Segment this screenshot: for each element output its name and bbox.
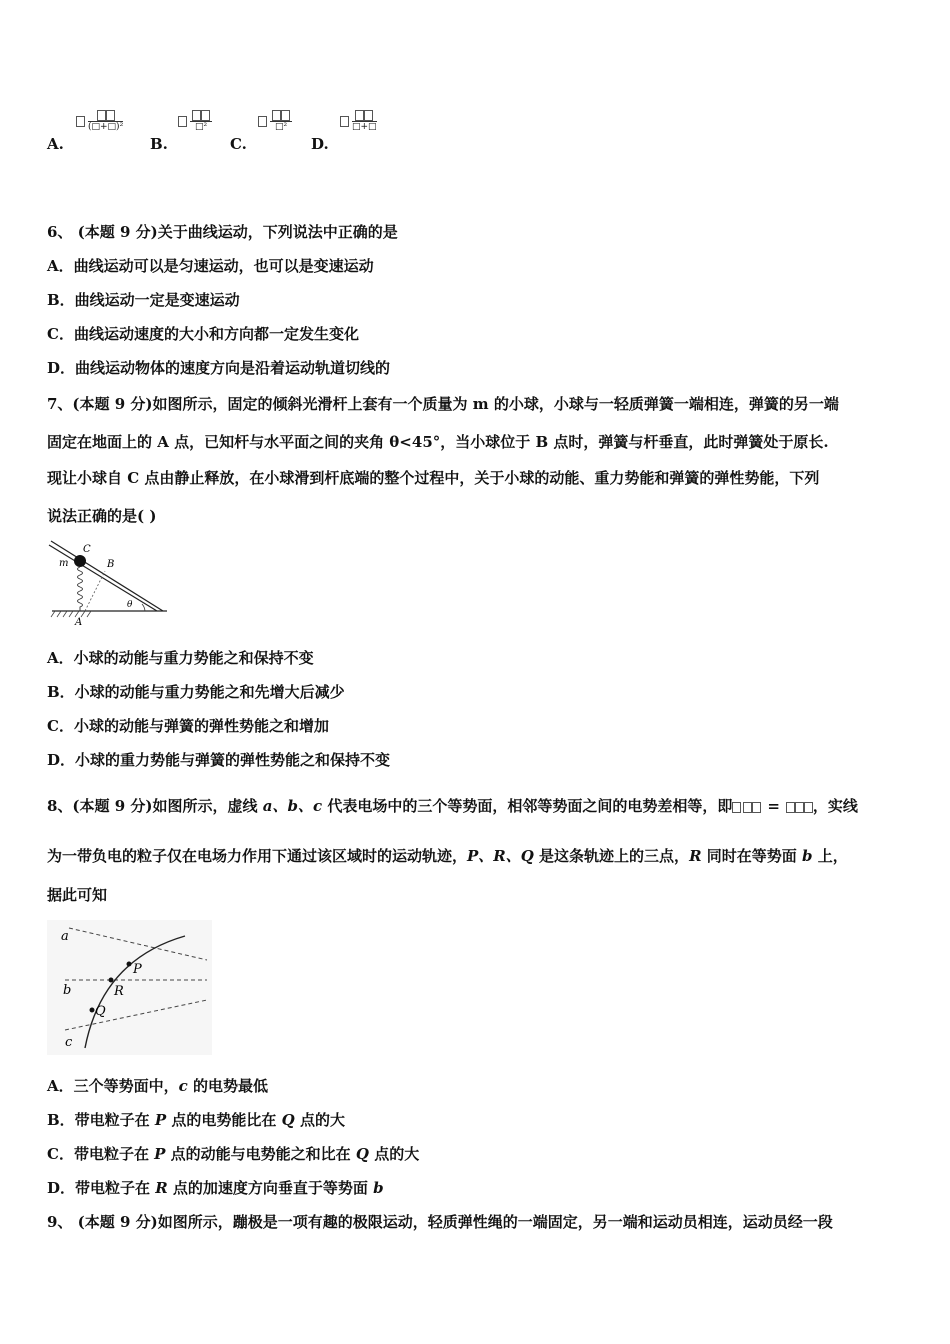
- q7-spring: [78, 567, 83, 611]
- q7-ball: [74, 555, 86, 567]
- q7-figure: [47, 535, 172, 630]
- q6-option-b: B．曲线运动一定是变速运动: [47, 291, 240, 309]
- q6-stem: 6、 (本题 9 分)关于曲线运动，下列说法中正确的是: [47, 223, 398, 241]
- q8-label-a: a: [61, 929, 69, 944]
- q7-option-a: A．小球的动能与重力势能之和保持不变: [47, 649, 314, 667]
- q7-option-d: D．小球的重力势能与弹簧的弹性势能之和保持不变: [47, 751, 391, 769]
- q7-stem-line4: 说法正确的是( ): [47, 507, 157, 525]
- q8-label-b: b: [63, 983, 72, 998]
- q7-rod-line-top: [51, 541, 163, 611]
- q5-option-c-label: C.: [230, 135, 247, 153]
- q7-label-c: C: [83, 544, 91, 555]
- q8-option-d: D．带电粒子在 R 点的加速度方向垂直于等势面 b: [47, 1179, 384, 1197]
- q8-option-b: B．带电粒子在 P 点的电势能比在 Q 点的大: [47, 1111, 345, 1129]
- q6-option-d: D．曲线运动物体的速度方向是沿着运动轨道切线的: [47, 359, 391, 377]
- q5-option-a-formula: (□+□)²: [76, 110, 123, 132]
- q7-stem-line1: 7、(本题 9 分)如图所示，固定的倾斜光滑杆上套有一个质量为 m 的小球，小球与一轻质弹簧一端相连，弹簧的另一端: [47, 395, 839, 413]
- q7-stem-line2: 固定在地面上的 A 点，已知杆与水平面之间的夹角 θ<45°，当小球位于 B 点时，弹簧与杆垂直，此时弹簧处于原长.: [47, 433, 829, 451]
- q6-option-c: C．曲线运动速度的大小和方向都一定发生变化: [47, 325, 359, 343]
- q8-abc: a、b、c: [262, 797, 323, 815]
- q7-angle-arc: [142, 604, 145, 611]
- q7-label-b: B: [107, 559, 115, 570]
- q5-option-d-label: D.: [311, 135, 329, 153]
- q5-option-c-formula: □²: [258, 110, 292, 132]
- q7-option-c: C．小球的动能与弹簧的弹性势能之和增加: [47, 717, 329, 735]
- q5-option-b-label: B.: [150, 135, 168, 153]
- q8-point-r: [109, 978, 114, 983]
- q8-formula-left: [732, 802, 741, 813]
- q8-stem-line3: 据此可知: [47, 886, 108, 904]
- q5-option-a-label: A.: [47, 135, 64, 153]
- q6-option-a: A．曲线运动可以是匀速运动，也可以是变速运动: [47, 257, 374, 275]
- q8-point-p: [127, 962, 132, 967]
- q5-option-d-formula: □+□: [340, 110, 377, 132]
- q7-label-a: A: [75, 617, 83, 628]
- q8-option-c: C．带电粒子在 P 点的动能与电势能之和比在 Q 点的大: [47, 1145, 420, 1163]
- q7-stem-line3: 现让小球自 C 点由静止释放，在小球滑到杆底端的整个过程中，关于小球的动能、重力势能和弹簧的弹性势能，下列: [47, 469, 820, 487]
- q8-point-q: [90, 1008, 95, 1013]
- q7-label-theta: θ: [127, 600, 133, 610]
- q8-label-c: c: [65, 1035, 73, 1050]
- q7-option-b: B．小球的动能与重力势能之和先增大后减少: [47, 683, 345, 701]
- q8-label-p: P: [133, 962, 142, 977]
- q7-ground-hatch: [51, 611, 91, 617]
- q8-stem-line1: 8、(本题 9 分)如图所示，虚线 a、b、c 代表电场中的三个等势面，相邻等势面之间的电势差相等，即 = ，实线: [47, 797, 858, 815]
- q8-label-r: R: [114, 984, 124, 999]
- q8-option-a: A．三个等势面中，c 的电势最低: [47, 1077, 269, 1095]
- q7-rod-line-bottom: [49, 545, 157, 611]
- q9-stem-line1: 9、 (本题 9 分)如图所示，蹦极是一项有趣的极限运动，轻质弹性绳的一端固定，另一端和运动员相连，运动员经一段: [47, 1213, 833, 1231]
- q7-label-m: m: [59, 558, 69, 569]
- q8-label-q: Q: [95, 1004, 106, 1019]
- q8-stem-line2: 为一带负电的粒子仅在电场力作用下通过该区域时的运动轨迹，P、R、Q 是这条轨迹上的三点，R 同时在等势面 b 上，: [47, 847, 848, 865]
- q8-equals: =: [767, 797, 780, 815]
- q8-figure: [47, 920, 212, 1055]
- q5-option-b-formula: □²: [178, 110, 212, 132]
